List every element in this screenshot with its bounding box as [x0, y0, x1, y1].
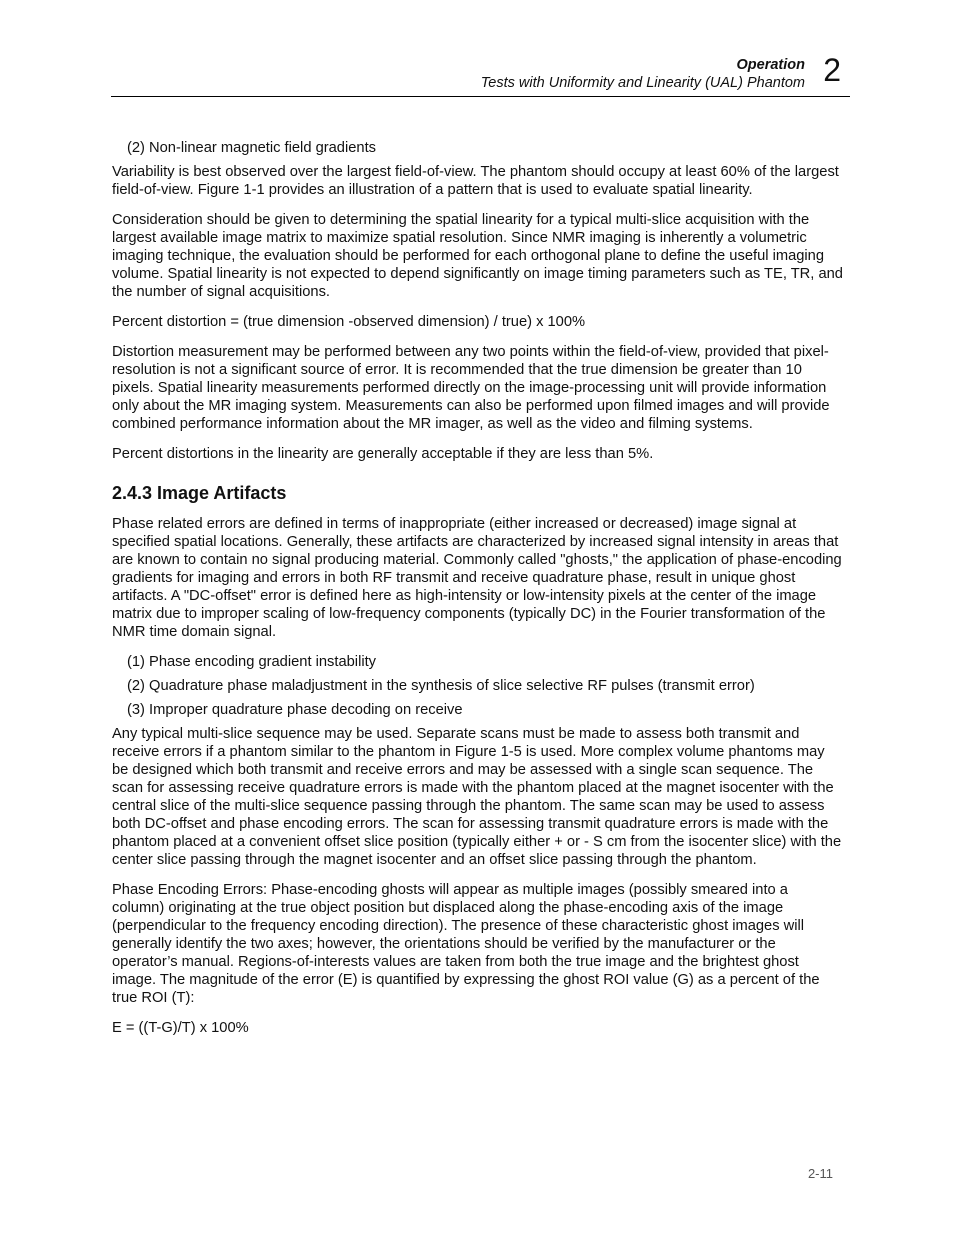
section-heading: 2.4.3 Image Artifacts — [112, 483, 287, 503]
list-item: (2) Quadrature phase maladjustment in the synthesis of slice selective RF pulses (transmit error) — [127, 678, 755, 694]
paragraph: Variability is best observed over the largest field-of-view. The phantom should occupy at least 60% of the largest field-of-view. Figure 1-1 provides an illustration of a pattern that is used to evaluate spatial linearity. — [112, 164, 839, 198]
page-number: 2-11 — [807, 1166, 833, 1181]
page-header — [111, 52, 850, 97]
paragraph: Distortion measurement may be performed between any two points within the field-of-view, provided that pixel-resolution is not a significant source of error. It is recommended that the true dimension be greater than 10 pixels. Spatial linearity measurements performed directly on the image-processing unit will provide information only about the MR imaging system. Measurements can also be performed upon filmed images and will provide combined performance information about the MR imager, as well as the video and filming systems. — [112, 344, 830, 432]
list-item: (2) Non-linear magnetic field gradients — [127, 140, 376, 156]
chapter-number: 2 — [823, 52, 841, 88]
header-subtitle: Tests with Uniformity and Linearity (UAL) Phantom — [480, 75, 805, 91]
numbered-list — [112, 653, 844, 719]
page-content — [112, 139, 844, 1049]
paragraph: Percent distortions in the linearity are generally acceptable if they are less than 5%. — [112, 446, 654, 462]
formula-error: E = ((T-G)/T) x 100% — [112, 1020, 249, 1036]
header-text — [481, 56, 805, 92]
header-title: Operation — [736, 57, 805, 73]
list-item: (1) Phase encoding gradient instability — [127, 654, 377, 670]
paragraph: Phase Encoding Errors: Phase-encoding ghosts will appear as multiple images (possibly smeared into a column) originating at the true object position but displaced along the phase-encoding axis of the image (perpendicular to the frequency encoding direction). The presence of these characteristic ghost images will generally identify the two axes; however, the orientations should be verified by the manufacturer or the operator’s manual. Regions-of-interests values are taken from both the true image and the brightest ghost image. The magnitude of the error (E) is quantified by expressing the ghost ROI value (G) as a percent of the true ROI (T): — [112, 882, 820, 1006]
paragraph: Any typical multi-slice sequence may be used. Separate scans must be made to assess both transmit and receive errors if a phantom similar to the phantom in Figure 1-5 is used. More complex volume phantoms may be designed which both transmit and receive errors and may be assessed with a single scan sequence. The scan for assessing receive quadrature errors is made with the phantom placed at the magnet isocenter with the central slice of the multi-slice sequence passing through the phantom. The same scan may be used to assess both DC-offset and phase encoding errors. The scan for assessing transmit quadrature errors is made with the phantom placed at a convenient offset slice position (typically either + or - S cm from the isocenter slice) with the center slice passing through the magnet isocenter and an offset slice passing through the phantom. — [112, 726, 842, 868]
list-item: (3) Improper quadrature phase decoding on receive — [127, 702, 463, 718]
paragraph: Consideration should be given to determining the spatial linearity for a typical multi-slice acquisition with the largest available image matrix to maximize spatial resolution. Since NMR imaging is inherently a volumetric imaging technique, the evaluation should be performed for each orthogonal plane to define the useful imaging volume. Spatial linearity is not expected to depend significantly on image timing parameters such as TE, TR, and the number of signal acquisitions. — [112, 212, 843, 300]
paragraph: Phase related errors are defined in terms of inappropriate (either increased or decreased) image signal at specified spatial locations. Generally, these artifacts are characterized by increased signal intensity in areas that are known to contain no signal producing material. Commonly called "ghosts," the application of phase-encoding gradients for imaging and errors in both RF transmit and receive quadrature phase, result in unique ghost artifacts. A "DC-offset" error is defined here as high-intensity or low-intensity pixels at the center of the image matrix due to improper scaling of low-frequency components (typically DC) in the Fourier transformation of the NMR time domain signal. — [112, 516, 842, 640]
formula-percent-distortion: Percent distortion = (true dimension -observed dimension) / true) x 100% — [112, 314, 586, 330]
